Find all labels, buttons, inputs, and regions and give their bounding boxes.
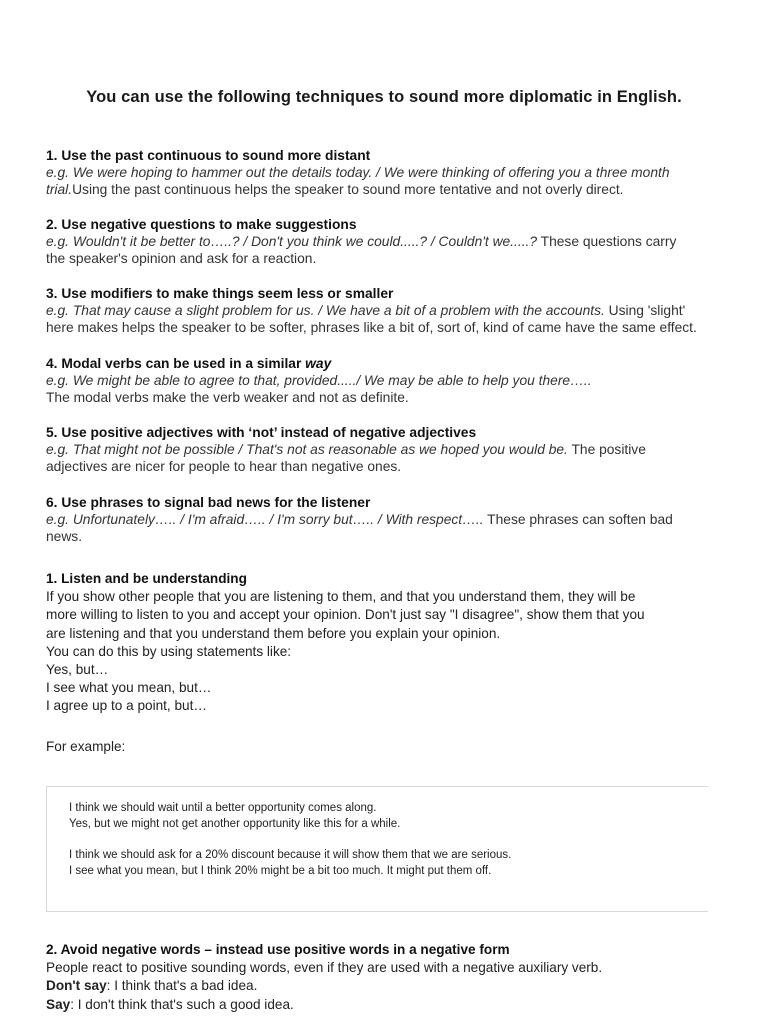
technique-example: e.g. Unfortunately….. / I'm afraid….. / I'm sorry but….. / With respect…..: [46, 512, 484, 528]
for-example-label: For example:: [46, 739, 126, 754]
technique-explanation: These questions carry: [537, 234, 677, 250]
technique-example: e.g. We might be able to agree to that, provided...../ We may be able to help you there…..: [46, 373, 592, 389]
technique-example: e.g. That might not be possible / That's not as reasonable as we hoped you would be.: [46, 442, 568, 458]
technique-explanation: Using the past continuous helps the speaker to sound more tentative and not overly direct.: [72, 182, 624, 198]
section-heading: 1. Listen and be understanding: [46, 571, 247, 586]
technique-3: [46, 285, 736, 337]
technique-example: e.g. We were hoping to hammer out the details today. / We were thinking of offering you a three month: [46, 165, 670, 181]
technique-explanation: adjectives are nicer for people to hear than negative ones.: [46, 459, 402, 475]
paragraph-line: are listening and that you understand them before you explain your opinion.: [46, 625, 501, 641]
technique-explanation: Using 'slight': [604, 303, 686, 319]
technique-explanation: news.: [46, 529, 83, 545]
example-dialogue-box: [46, 786, 708, 912]
technique-heading: 5. Use positive adjectives with ‘not’ instead of negative adjectives: [46, 425, 477, 440]
paragraph-line: If you show other people that you are listening to them, and that you understand them, they will be: [46, 589, 636, 605]
technique-4: [46, 355, 736, 407]
phrase-line: I see what you mean, but…: [46, 680, 212, 696]
dont-say-label: Don't say: [46, 978, 107, 994]
technique-6: [46, 494, 736, 546]
avoid-section: [46, 941, 736, 1014]
dont-say-text: : I think that's a bad idea.: [106, 978, 258, 994]
technique-heading: 4. Modal verbs can be used in a similar: [46, 356, 306, 371]
phrase-line: Yes, but…: [46, 662, 109, 678]
technique-heading: 3. Use modifiers to make things seem less or smaller: [46, 286, 394, 301]
say-text: : I don't think that's such a good idea.: [70, 996, 294, 1012]
technique-explanation: The modal verbs make the verb weaker and not as definite.: [46, 390, 409, 406]
dialogue-line: I see what you mean, but I think 20% might be a bit too much. It might put them off.: [69, 865, 492, 877]
technique-heading: 1. Use the past continuous to sound more distant: [46, 148, 371, 163]
technique-explanation: These phrases can soften bad: [483, 512, 673, 528]
technique-example: e.g. That may cause a slight problem for us. / We have a bit of a problem with the accounts.: [46, 303, 605, 319]
technique-explanation: here makes helps the speaker to be softer, phrases like a bit of, sort of, kind of came have the same effect.: [46, 320, 697, 336]
paragraph-line: You can do this by using statements like:: [46, 643, 292, 659]
technique-heading: 2. Use negative questions to make suggestions: [46, 217, 357, 232]
dialogue-line: I think we should ask for a 20% discount because it will show them that we are serious.: [69, 849, 512, 861]
section-heading: 2. Avoid negative words – instead use positive words in a negative form: [46, 942, 510, 957]
dialogue-line: I think we should wait until a better opportunity comes along.: [69, 802, 377, 814]
dialogue-line: Yes, but we might not get another opportunity like this for a while.: [69, 818, 401, 830]
technique-example: e.g. Wouldn't it be better to…..? / Don't you think we could.....? / Couldn't we.....?: [46, 234, 538, 250]
technique-example: trial.: [46, 182, 73, 198]
technique-explanation: The positive: [567, 442, 646, 458]
technique-2: [46, 216, 736, 268]
listen-section: [46, 570, 736, 716]
say-label: Say: [46, 996, 71, 1012]
paragraph-line: People react to positive sounding words, even if they are used with a negative auxiliary verb.: [46, 960, 603, 976]
page-title: You can use the following techniques to sound more diplomatic in English.: [86, 88, 682, 106]
phrase-line: I agree up to a point, but…: [46, 698, 207, 714]
technique-1: [46, 147, 736, 199]
paragraph-line: more willing to listen to you and accept your opinion. Don't just say "I disagree", show them that you: [46, 607, 645, 623]
technique-heading-italic: way: [305, 356, 332, 371]
technique-heading: 6. Use phrases to signal bad news for the listener: [46, 495, 371, 510]
technique-explanation: the speaker's opinion and ask for a reaction.: [46, 251, 317, 267]
technique-5: [46, 424, 736, 476]
